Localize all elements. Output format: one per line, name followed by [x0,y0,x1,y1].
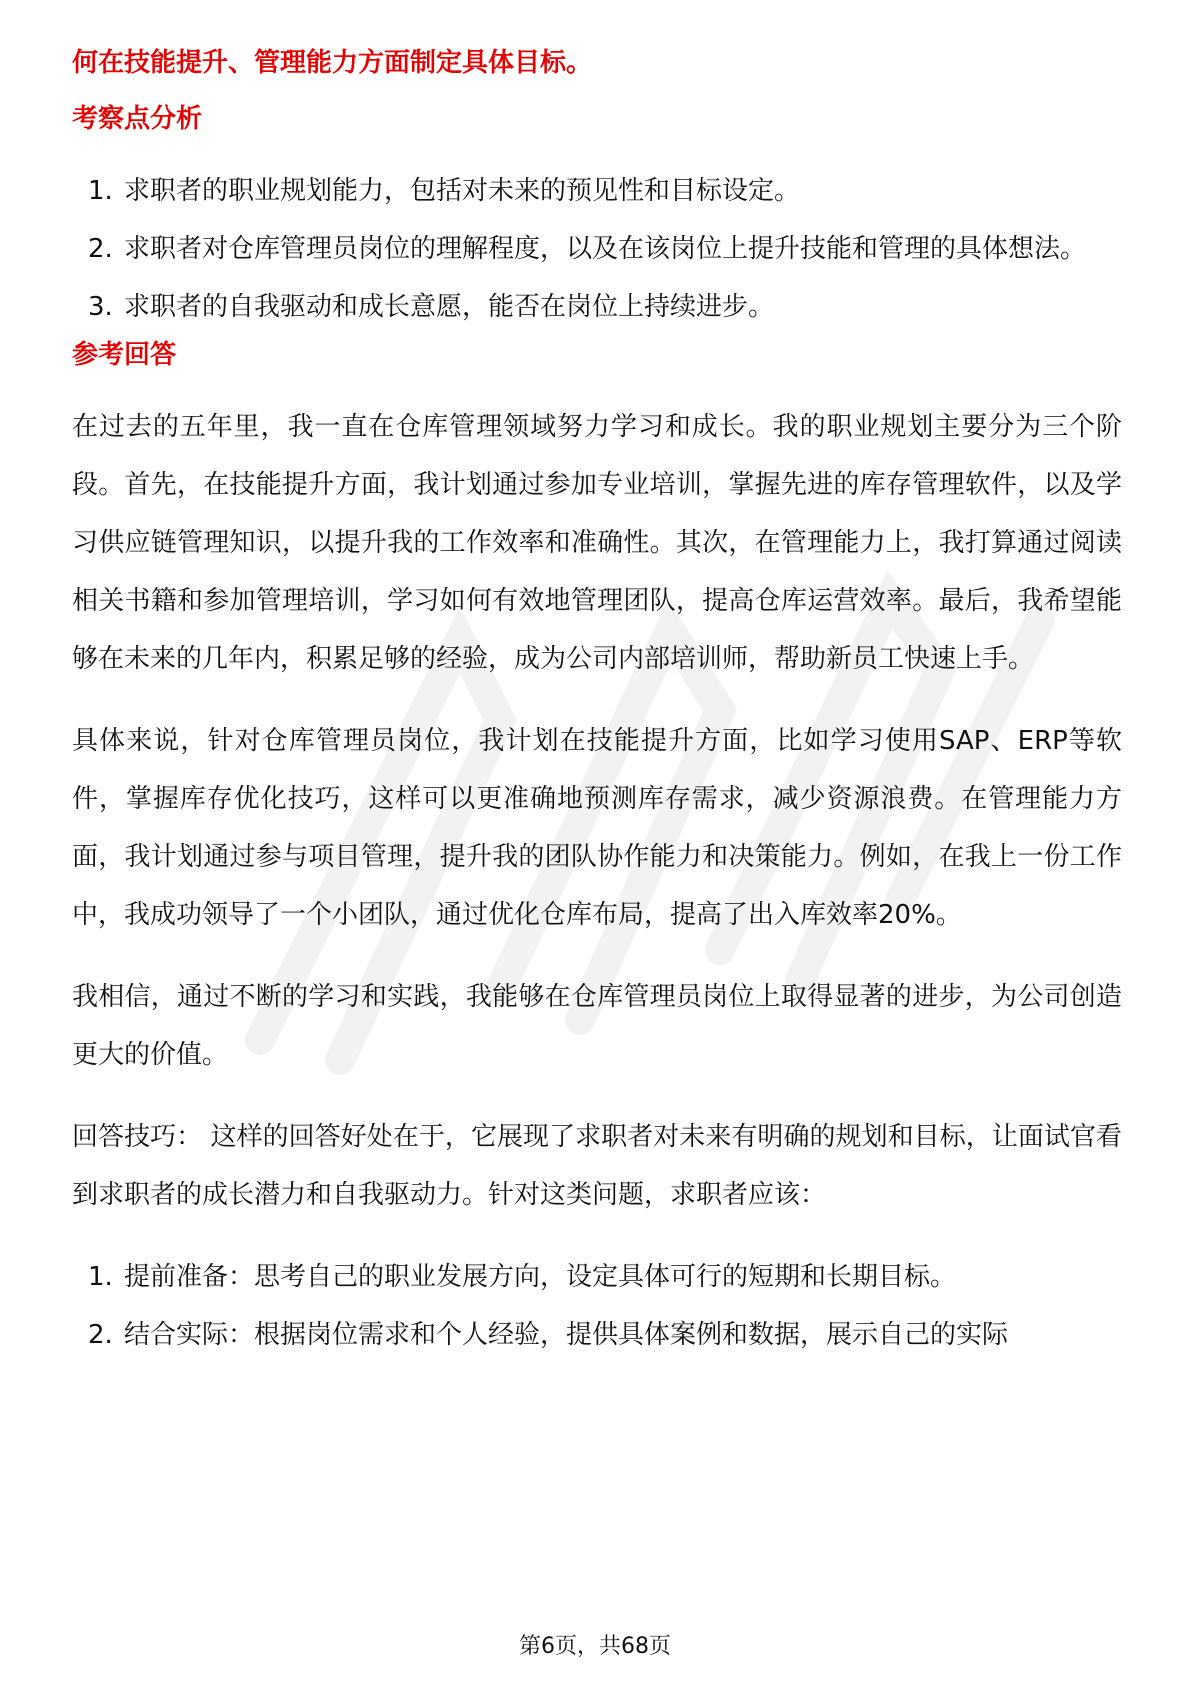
list-text: 求职者的职业规划能力，包括对未来的预见性和目标设定。 [124,176,801,206]
analysis-list [72,162,1122,336]
section-title-analysis: 考察点分析 [72,104,203,134]
list-number: 3. [88,292,113,322]
list-item [72,1248,1122,1306]
list-number: 2. [88,1320,113,1350]
list-text: 求职者的自我驱动和成长意愿，能否在岗位上持续进步。 [124,292,775,322]
list-item [72,1306,1122,1364]
answer-tips-intro: 回答技巧： 这样的回答好处在于，它展现了求职者对未来有明确的规划和目标，让面试官看到求职者的成长潜力和自我驱动力。针对这类问题，求职者应该： [72,1122,1122,1210]
list-text: 提前准备：思考自己的职业发展方向，设定具体可行的短期和长期目标。 [124,1262,957,1292]
page-footer: 第6页，共68页 [519,1634,671,1659]
answer-paragraph-1: 在过去的五年里，我一直在仓库管理领域努力学习和成长。我的职业规划主要分为三个阶段。首先，在技能提升方面，我计划通过参加专业培训，掌握先进的库存管理软件，以及学习供应链管理知识，以提升我的工作效率和准确性。其次，在管理能力上，我打算通过阅读相关书籍和参加管理培训，学习如何有效地管理团队，提高仓库运营效率。最后，我希望能够在未来的几年内，积累足够的经验，成为公司内部培训师，帮助新员工快速上手。 [72,412,1122,674]
list-number: 2. [88,234,113,264]
list-item [72,220,1122,278]
list-number: 1. [88,1262,113,1292]
answer-paragraph-3: 我相信，通过不断的学习和实践，我能够在仓库管理员岗位上取得显著的进步，为公司创造更大的价值。 [72,982,1122,1070]
content [72,44,1122,1364]
list-text: 结合实际：根据岗位需求和个人经验，提供具体案例和数据，展示自己的实际 [124,1320,1009,1350]
list-text: 求职者对仓库管理员岗位的理解程度，以及在该岗位上提升技能和管理的具体想法。 [124,234,1087,264]
answer-paragraph-2: 具体来说，针对仓库管理员岗位，我计划在技能提升方面，比如学习使用SAP、ERP等软件，掌握库存优化技巧，这样可以更准确地预测库存需求，减少资源浪费。在管理能力方面，我计划通过参与项目管理，提升我的团队协作能力和决策能力。例如，在我上一份工作中，我成功领导了一个小团队，通过优化仓库布局，提高了出入库效率20%。 [72,726,1122,930]
list-number: 1. [88,176,113,206]
list-item [72,278,1122,336]
tips-list [72,1248,1122,1364]
list-item [72,162,1122,220]
section-title-answer: 参考回答 [72,340,177,370]
top-line: 何在技能提升、管理能力方面制定具体目标。 [72,48,593,78]
